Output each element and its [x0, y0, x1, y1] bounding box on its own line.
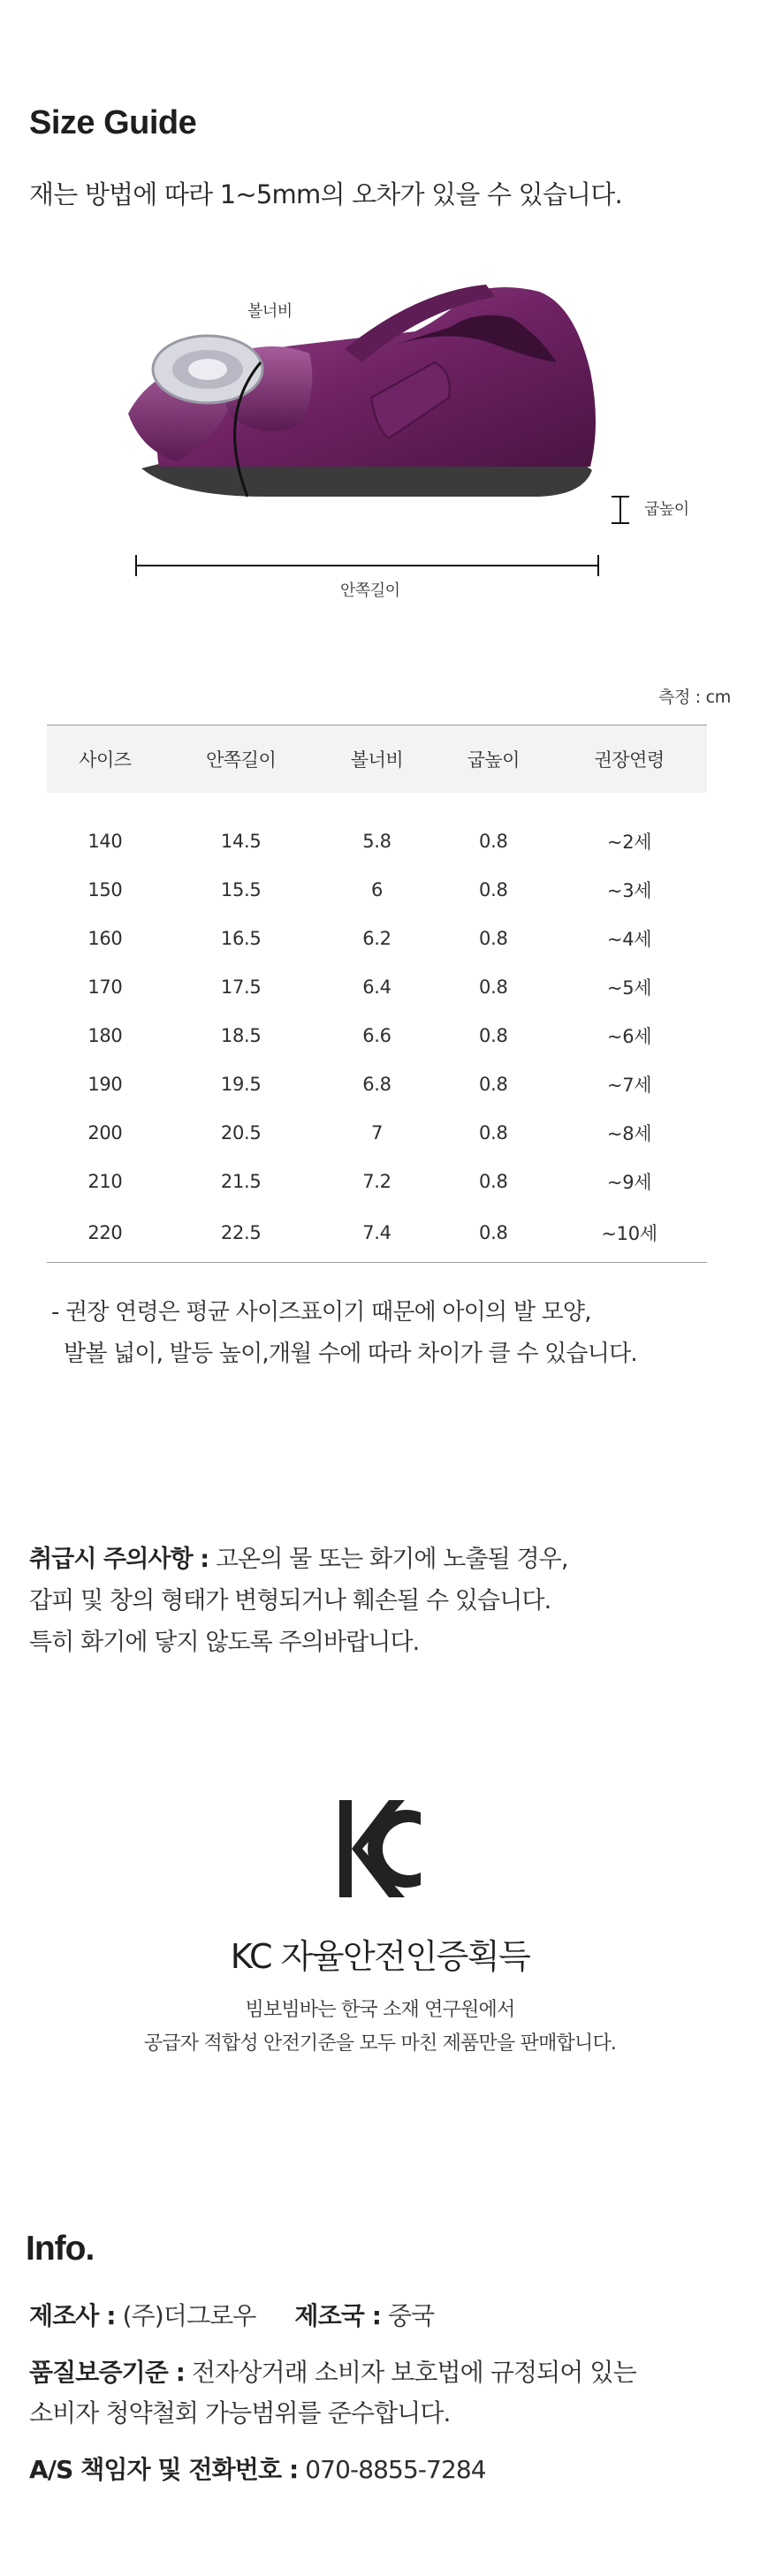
age-note-line-2: 발볼 넓이, 발등 높이,개월 수에 따라 차이가 클 수 있습니다.	[64, 1341, 637, 1367]
cell-age: ~4세	[606, 929, 652, 950]
info-title: Info.	[26, 2230, 95, 2268]
cell-length: 19.5	[220, 1074, 262, 1095]
caution-text	[29, 1539, 568, 1663]
table-row	[47, 1158, 707, 1206]
col-header-size: 사이즈	[79, 748, 132, 771]
kc-desc-line-1: 빔보빔바는 한국 소재 연구원에서	[245, 1999, 515, 2021]
cell-length: 18.5	[220, 1025, 262, 1046]
age-note-line-1: - 권장 연령은 평균 사이즈표이기 때문에 아이의 발 모양,	[51, 1299, 591, 1326]
kc-desc-line-2: 공급자 적합성 안전기준을 모두 마친 제품만을 판매합니다.	[143, 2033, 617, 2055]
cell-age: ~3세	[606, 880, 652, 901]
cell-size: 160	[87, 928, 123, 949]
cell-length: 20.5	[220, 1122, 262, 1144]
cell-size: 190	[87, 1074, 123, 1095]
cell-width: 7.2	[362, 1171, 391, 1192]
cell-size: 220	[87, 1221, 123, 1243]
shoe-image	[124, 265, 707, 619]
size-guide-note: 재는 방법에 따라 1~5mm의 오차가 있을 수 있습니다.	[29, 179, 622, 209]
cell-length: 14.5	[220, 831, 262, 852]
cell-heel: 0.8	[479, 1074, 508, 1095]
table-row	[47, 1060, 707, 1109]
cell-length: 16.5	[220, 928, 262, 949]
cell-heel: 0.8	[479, 879, 508, 900]
maker-value: (주)더그로우	[115, 2301, 256, 2330]
cell-heel: 0.8	[479, 1122, 508, 1144]
cell-size: 180	[87, 1025, 123, 1046]
cell-heel: 0.8	[479, 1171, 508, 1192]
cell-age: ~9세	[606, 1172, 652, 1193]
cell-size: 210	[87, 1171, 123, 1192]
cell-age: ~5세	[606, 977, 652, 999]
cell-size: 140	[87, 831, 123, 852]
caution-label: 취급시 주의사항 :	[29, 1546, 209, 1573]
info-as	[29, 2450, 486, 2490]
kc-certification-icon	[336, 1797, 424, 1901]
cell-width: 6.6	[362, 1025, 391, 1046]
kc-description	[0, 1994, 760, 2061]
cell-length: 21.5	[220, 1171, 262, 1192]
cell-heel: 0.8	[479, 928, 508, 949]
col-header-width: 볼너비	[350, 748, 404, 771]
cell-age: ~6세	[606, 1026, 652, 1047]
table-row	[47, 915, 707, 963]
cell-age: ~8세	[606, 1123, 652, 1144]
as-label: A/S 책임자 및 전화번호 :	[29, 2455, 299, 2484]
table-row	[47, 1109, 707, 1158]
cell-width: 7	[370, 1122, 384, 1144]
cell-width: 6.2	[362, 928, 391, 949]
cell-age: ~7세	[606, 1075, 652, 1096]
cell-length: 22.5	[220, 1221, 262, 1243]
label-heel: 굽높이	[644, 500, 689, 519]
warranty-value-2: 소비자 청약철회 가능범위를 준수합니다.	[29, 2398, 451, 2428]
shoe-diagram	[124, 265, 707, 619]
maker-label: 제조사 :	[29, 2301, 116, 2330]
caution-line-2: 갑피 및 창의 형태가 변형되거나 훼손될 수 있습니다.	[29, 1587, 551, 1615]
age-note	[51, 1292, 637, 1375]
table-row	[47, 866, 707, 915]
size-guide-title: Size Guide	[29, 104, 197, 141]
caution-line-3: 특히 화기에 닿지 않도록 주의바랍니다.	[29, 1629, 420, 1656]
warranty-label: 품질보증기준 :	[29, 2358, 186, 2387]
col-header-heel: 굽높이	[467, 748, 520, 771]
cell-length: 17.5	[220, 976, 262, 998]
cell-width: 6.8	[362, 1074, 391, 1095]
caution-line-1-text: 고온의 물 또는 화기에 노출될 경우,	[209, 1546, 568, 1573]
table-row	[47, 963, 707, 1012]
cell-size: 170	[87, 976, 123, 998]
cell-age: ~10세	[601, 1222, 657, 1244]
kc-title: KC 자율안전인증획득	[230, 1937, 530, 1976]
table-row	[47, 793, 707, 866]
cell-heel: 0.8	[479, 1221, 508, 1243]
cell-heel: 0.8	[479, 976, 508, 998]
info-maker	[29, 2296, 434, 2337]
cell-width: 7.4	[362, 1221, 391, 1243]
measure-unit: 측정 : cm	[657, 688, 731, 707]
cell-size: 200	[87, 1122, 123, 1144]
country-label: 제조국 :	[294, 2301, 382, 2330]
as-value: 070-8855-7284	[298, 2455, 486, 2484]
cell-heel: 0.8	[479, 1025, 508, 1046]
cell-size: 150	[87, 879, 123, 900]
caution-line-1	[29, 1539, 568, 1580]
size-table	[47, 725, 707, 1259]
cell-heel: 0.8	[479, 831, 508, 852]
table-row	[47, 1206, 707, 1259]
table-row	[47, 1012, 707, 1060]
col-header-length: 안쪽길이	[206, 748, 277, 771]
cell-width: 5.8	[362, 831, 391, 852]
info-warranty	[29, 2352, 636, 2434]
label-inner-length: 안쪽길이	[340, 581, 400, 600]
warranty-value-1: 전자상거래 소비자 보호법에 규정되어 있는	[185, 2358, 636, 2387]
country-value: 중국	[381, 2301, 435, 2330]
cell-width: 6.4	[362, 976, 391, 998]
cell-age: ~2세	[606, 832, 652, 853]
table-bottom-rule	[47, 1262, 707, 1263]
label-width: 볼너비	[247, 302, 293, 321]
cell-length: 15.5	[220, 879, 262, 900]
table-header-row	[47, 726, 707, 793]
cell-width: 6	[370, 879, 384, 900]
col-header-age: 권장연령	[594, 748, 665, 771]
